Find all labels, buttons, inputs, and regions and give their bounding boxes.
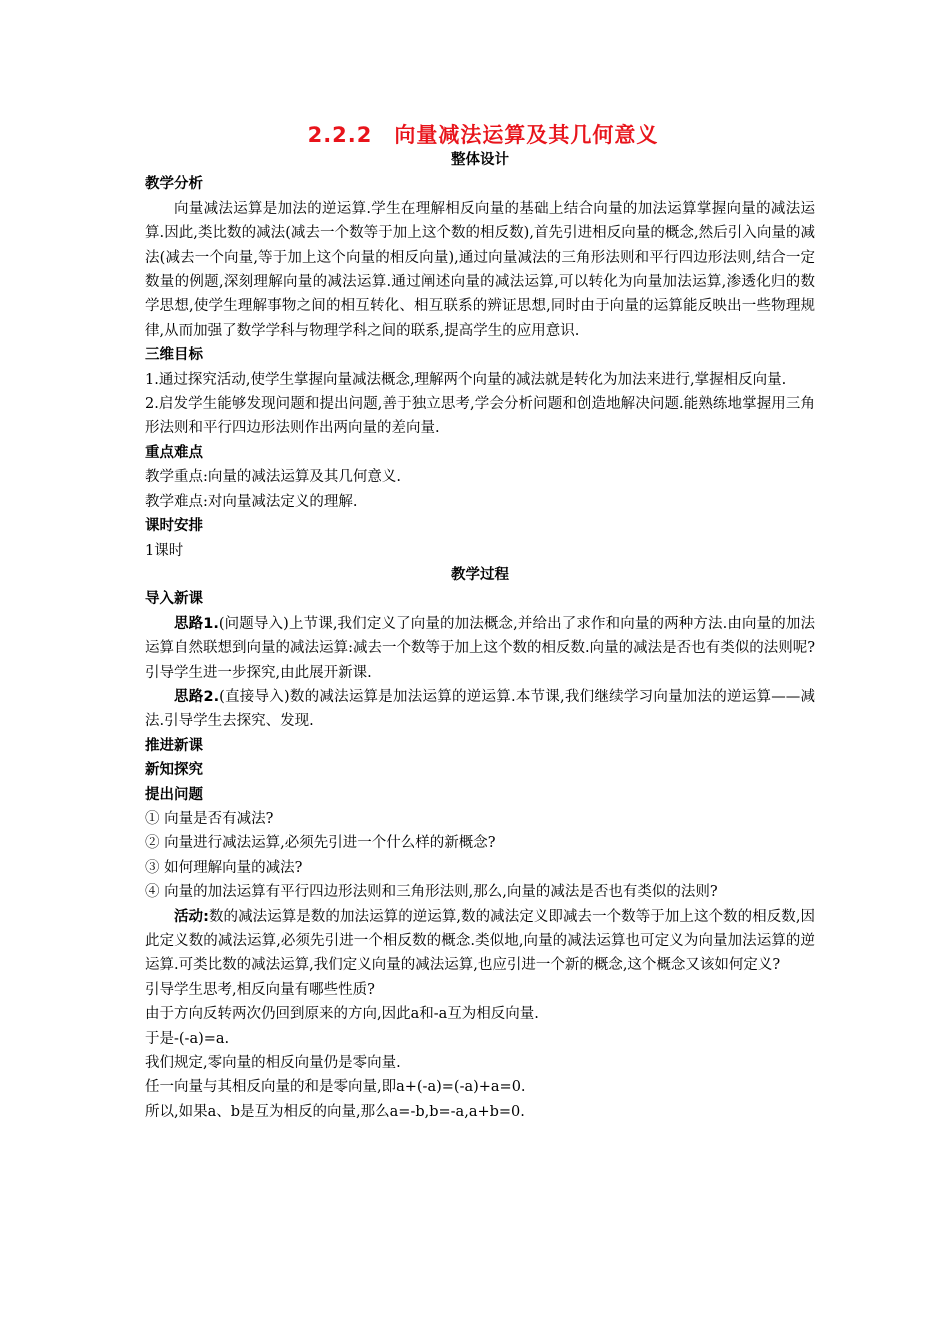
goal-item-1: 1.通过探究活动,使学生掌握向量减法概念,理解两个向量的减法就是转化为加法来进行,掌握相反向量.	[145, 371, 787, 388]
body-line-5: 任一向量与其相反向量的和是零向量,即a+(-a)=(-a)+a=0.	[145, 1079, 526, 1096]
idea-2-label: 思路2.	[174, 688, 220, 705]
question-item-2: ② 向量进行减法运算,必须先引进一个什么样的新概念?	[145, 835, 496, 852]
heading-schedule: 课时安排	[145, 518, 203, 535]
intro-idea-1	[145, 612, 815, 685]
document-page	[145, 118, 815, 1124]
body-line-6: 所以,如果a、b是互为相反的向量,那么a=-b,b=-a,a+b=0.	[145, 1103, 525, 1120]
heading-goals: 三维目标	[145, 347, 203, 364]
schedule-text: 1课时	[145, 542, 184, 559]
heading-advance: 推进新课	[145, 737, 203, 754]
idea-1-label: 思路1.	[174, 615, 219, 632]
activity-label: 活动:	[174, 908, 209, 925]
key-difficulty: 教学难点:对向量减法定义的理解.	[145, 493, 358, 510]
process-title: 教学过程	[451, 566, 509, 583]
question-item-3: ③ 如何理解向量的减法?	[145, 859, 303, 876]
heading-keypoints: 重点难点	[145, 444, 203, 461]
question-item-4: ④ 向量的加法运算有平行四边形法则和三角形法则,那么,向量的减法是否也有类似的法则?	[145, 884, 718, 901]
key-focus: 教学重点:向量的减法运算及其几何意义.	[145, 469, 401, 486]
activity-paragraph	[145, 905, 815, 978]
heading-analysis: 教学分析	[145, 176, 203, 193]
question-item-1: ① 向量是否有减法?	[145, 810, 274, 827]
body-line-4: 我们规定,零向量的相反向量仍是零向量.	[145, 1055, 401, 1072]
idea-1-text: (问题导入)上节课,我们定义了向量的加法概念,并给出了求作和向量的两种方法.由向量的加法运算自然联想到向量的减法运算:减去一个数等于加上这个数的相反数.向量的减法是否也有类似的法则呢?引导学生进一步探究,由此展开新课.	[145, 615, 815, 681]
document-title: 2.2.2 向量减法运算及其几何意义	[307, 123, 659, 147]
heading-explore: 新知探究	[145, 762, 203, 779]
body-line-2: 由于方向反转两次仍回到原来的方向,因此a和-a互为相反向量.	[145, 1006, 539, 1023]
body-line-3: 于是-(-a)=a.	[145, 1030, 230, 1047]
goal-item-2: 2.启发学生能够发现问题和提出问题,善于独立思考,学会分析问题和创造地解决问题.能熟练地掌握用三角形法则和平行四边形法则作出两向量的差向量.	[145, 396, 815, 437]
body-line-1: 引导学生思考,相反向量有哪些性质?	[145, 981, 375, 998]
activity-text: 数的减法运算是数的加法运算的逆运算,数的减法定义即减去一个数等于加上这个数的相反数,因此定义数的减法运算,必须先引进一个相反数的概念.类似地,向量的减法运算也可定义为向量加法运算的逆运算.可类比数的减法运算,我们定义向量的减法运算,也应引进一个新的概念,这个概念又该如何定义?	[145, 908, 815, 974]
intro-idea-2	[145, 685, 815, 734]
heading-intro: 导入新课	[145, 591, 203, 608]
subtitle: 整体设计	[451, 152, 509, 168]
idea-2-text: (直接导入)数的减法运算是加法运算的逆运算.本节课,我们继续学习向量加法的逆运算——减法.引导学生去探究、发现.	[145, 688, 816, 730]
heading-questions: 提出问题	[145, 786, 203, 803]
analysis-paragraph: 向量减法运算是加法的逆运算.学生在理解相反向量的基础上结合向量的加法运算掌握向量的减法运算.因此,类比数的减法(减去一个数等于加上这个数的相反数),首先引进相反向量的概念,然后引入向量的减法(减去一个向量,等于加上这个向量的相反向量),通过向量减法的三角形法则和平行四边形法则,结合一定数量的例题,深刻理解向量的减法运算.通过阐述向量的减法运算,可以转化为向量加法运算,渗透化归的数学思想,使学生理解事物之间的相互转化、相互联系的辨证思想,同时由于向量的运算能反映出一些物理规律,从而加强了数学学科与物理学科之间的联系,提高学生的应用意识.	[145, 200, 815, 339]
